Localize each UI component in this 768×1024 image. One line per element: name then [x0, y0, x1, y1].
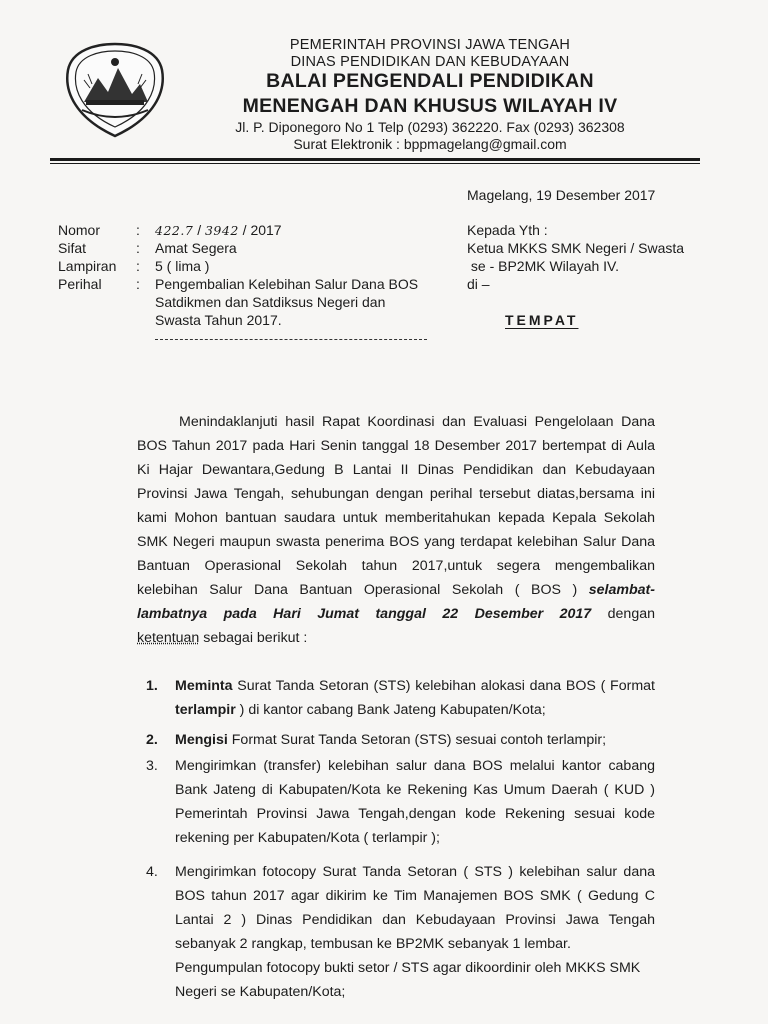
body-line: Provinsi Jawa Tengah, sehubungan dengan perihal tersebut diatas,bersama ini [137, 486, 655, 502]
list-number: 1. [146, 678, 158, 694]
letterhead-department: DINAS PENDIDIKAN DAN KEBUDAYAAN [290, 54, 570, 70]
perihal-colon: : [136, 276, 140, 292]
letterhead-rule-thick [50, 158, 700, 161]
perihal-divider [155, 339, 427, 340]
perihal-line-3: Swasta Tahun 2017. [155, 312, 282, 328]
body-line: kami Mohon bantuan saudara untuk memberitahukan kepada Kepala Sekolah [137, 510, 655, 526]
letter-date: Magelang, 19 Desember 2017 [467, 187, 656, 203]
sifat-colon: : [136, 240, 140, 256]
list-number: 2. [146, 732, 158, 748]
recipient-line-3: se - BP2MK Wilayah IV. [467, 258, 619, 274]
lampiran-value: 5 ( lima ) [155, 258, 210, 274]
perihal-line-1: Pengembalian Kelebihan Salur Dana BOS [155, 276, 419, 292]
body-line: SMK Negeri maupun swasta penerima BOS yang terdapat kelebihan Salur Dana [137, 534, 655, 550]
central-java-emblem-icon [62, 40, 168, 140]
perihal-line-2: Satdikmen dan Satdiksus Negeri dan [155, 294, 386, 310]
letterhead-province: PEMERINTAH PROVINSI JAWA TENGAH [289, 37, 571, 53]
nomor-handwritten-2: 3942 [204, 223, 239, 238]
perihal-label: Perihal [58, 276, 102, 292]
lampiran-label: Lampiran [58, 258, 117, 274]
body-line: lambatnya pada Hari Jumat tanggal 22 Desember 2017 dengan [137, 606, 655, 622]
letter-page: PEMERINTAH PROVINSI JAWA TENGAH DINAS PENDIDIKAN DAN KEBUDAYAAN BALAI PENGENDALI PENDIDIKAN MENENGAH DAN KHUSUS WILAYAH IV Jl. P. Diponegoro No 1 Telp (0293) 362220. Fax (0293) 362308 Surat Elektronik : bppmagelang@gmail.com Magelang, 19 Desember 2017 Nomor : 422.7 / 3942 / 2017 Sifat : Amat Segera Lampiran : 5 ( lima ) Perihal : Pengembalian Kelebihan Salur Dana BOS Satdikmen dan Satdiksus Negeri dan Swasta Tahun 2017. Kepada Yth : Ketua MKKS SMK Negeri / Swasta se - BP2MK Wilayah IV. di – TEMPAT Menindaklanjuti hasil Rapat Koordinasi dan Evaluasi Pengelolaan Dana BOS Tahun 2017 pada Hari Senin tanggal 18 Desember 2017 bertempat di Aula Ki Hajar Dewantara,Gedung B Lantai II Dinas Pendidikan dan Kebudayaan Provinsi Jawa Tengah, sehubungan dengan perihal tersebut diatas,bersama ini kami Mohon bantuan saudara untuk memberitahukan kepada Kepala Sekolah SMK Negeri maupun swasta penerima BOS yang terdapat kelebihan Salur Dana Bantuan Operasional Sekolah tahun 2017,untuk segera mengembalikan kelebihan Salur Dana Bantuan Operasional Sekolah ( BOS ) selambat- lambatnya pada Hari Jumat tanggal 22 Desember 2017 dengan ketentuan sebagai berikut : 1. Meminta Surat Tanda Setoran (STS) kelebihan alokasi dana BOS ( Format terlampir ) di kantor cabang Bank Jateng Kabupaten/Kota; 2. Mengisi Format Surat Tanda Setoran (STS) sesuai contoh terlampir; 3. Mengirimkan (transfer) kelebihan salur dana BOS melalui kantor cabang Bank Jateng di Kabupaten/Kota ke Rekening Kas Umum Daerah ( KUD ) Pemerintah Provinsi Jawa Tengah,dengan kode Rekening sesuai kode rekening per Kabupaten/Kota ( terlampir ); 4. Mengirimkan fotocopy Surat Tanda Setoran ( STS ) kelebihan salur dana BOS tahun 2017 agar dikirim ke Tim Manajemen BOS SMK ( Gedung C Lantai 2 ) Dinas Pendidikan dan Kebudayaan Provinsi Jawa Tengah sebanyak 2 rangkap, tembusan ke BP2MK sebanyak 1 lembar. Pengumpulan fotocopy bukti setor / STS agar dikoordinir oleh MKKS SMK Negeri se Kabupaten/Kota; [0, 0, 768, 1024]
list-number: 3. [146, 758, 158, 774]
nomor-value: 422.7 / 3942 / 2017 [155, 222, 282, 238]
body-line: ketentuan sebagai berikut : [137, 630, 308, 646]
nomor-handwritten-1: 422.7 [155, 223, 194, 238]
letterhead-rule-thin [50, 163, 700, 164]
recipient-line-1: Kepada Yth : [467, 222, 548, 238]
body-line: kelebihan Salur Dana Bantuan Operasional Sekolah ( BOS ) selambat- [137, 582, 655, 598]
nomor-label: Nomor [58, 222, 101, 238]
body-line: Menindaklanjuti hasil Rapat Koordinasi dan Evaluasi Pengelolaan Dana [179, 414, 655, 430]
recipient-line-2: Ketua MKKS SMK Negeri / Swasta [467, 240, 685, 256]
letterhead-agency-line2: MENENGAH DAN KHUSUS WILAYAH IV [242, 95, 618, 117]
letterhead-email: Surat Elektronik : bppmagelang@gmail.com [293, 136, 567, 152]
body-line: BOS Tahun 2017 pada Hari Senin tanggal 18 Desember 2017 bertempat di Aula [137, 438, 655, 454]
lampiran-colon: : [136, 258, 140, 274]
letterhead-agency-line1: BALAI PENGENDALI PENDIDIKAN [266, 70, 594, 92]
sifat-value: Amat Segera [155, 240, 237, 256]
sifat-label: Sifat [58, 240, 87, 256]
letterhead-address: Jl. P. Diponegoro No 1 Telp (0293) 362220. Fax (0293) 362308 [235, 119, 625, 135]
nomor-colon: : [136, 222, 140, 238]
recipient-tempat: TEMPAT [505, 312, 579, 328]
list-number: 4. [146, 864, 158, 880]
body-line: Ki Hajar Dewantara,Gedung B Lantai II Dinas Pendidikan dan Kebudayaan [137, 462, 655, 478]
deadline-emphasis: lambatnya pada Hari Jumat tanggal 22 Desember 2017 [137, 606, 592, 622]
recipient-line-4: di – [467, 276, 490, 292]
body-line: Bantuan Operasional Sekolah tahun 2017,untuk segera mengembalikan [137, 558, 655, 574]
deadline-emphasis: selambat- [588, 582, 655, 598]
